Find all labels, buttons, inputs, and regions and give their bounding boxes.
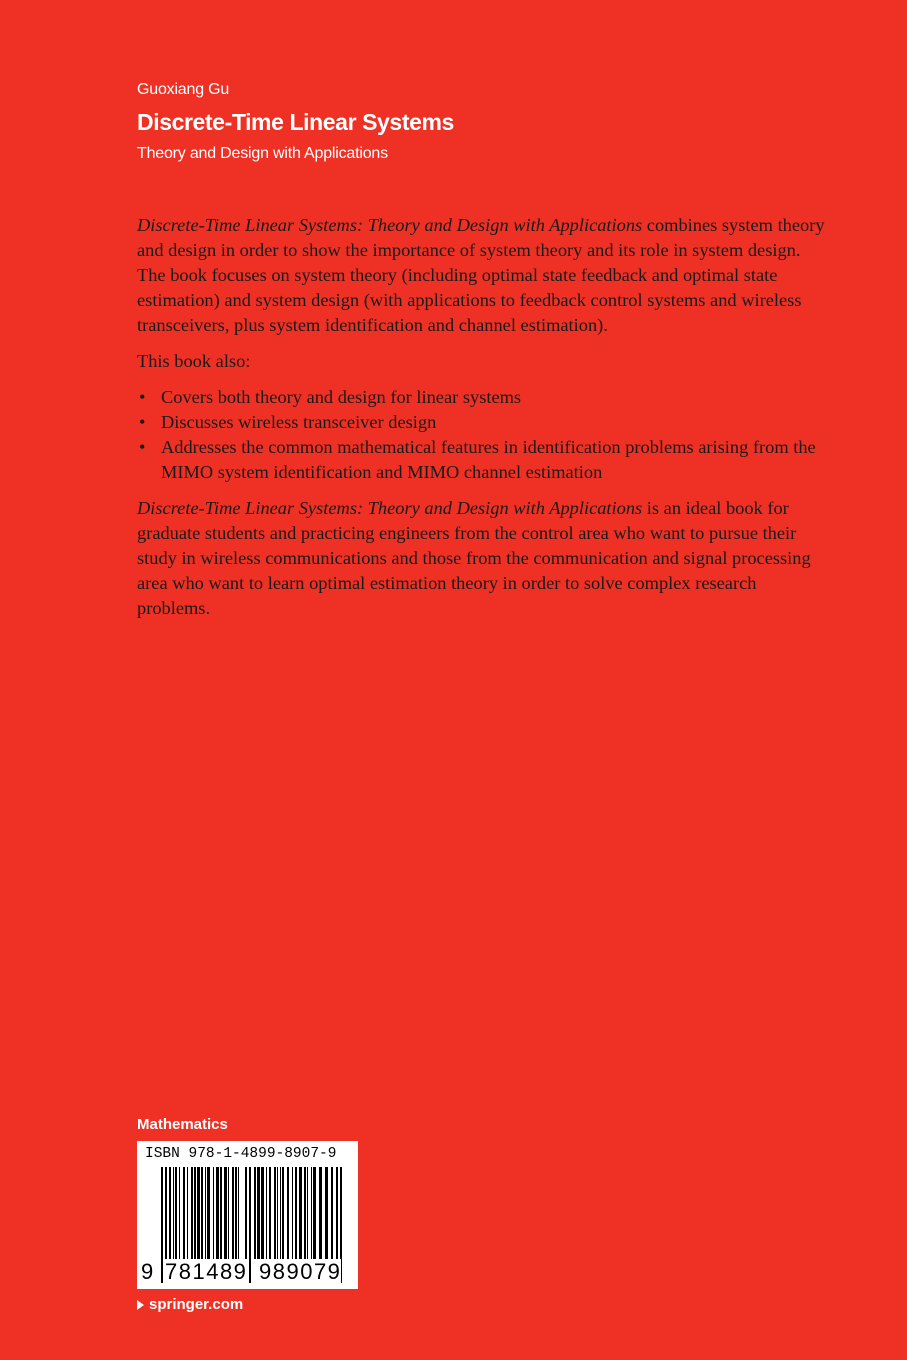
- book-description: [137, 213, 827, 632]
- subject-category: Mathematics: [137, 1116, 228, 1133]
- author-name: Guoxiang Gu: [137, 81, 230, 98]
- barcode-digit-group-1: 781489: [165, 1259, 248, 1284]
- publisher-website-label: springer.com: [149, 1296, 244, 1313]
- barcode-digit-group-2: 989079: [259, 1259, 342, 1284]
- description-text-1: combines system theory and design in order to show the importance of system theory and its role in system design. The book focuses on system theory (including optimal state feedback and optimal state estimation) and system design (with applications to feedback control systems and wireless transceivers, plus system identification and channel estimation).: [137, 215, 825, 335]
- isbn-number: ISBN 978-1-4899-8907-9: [145, 1146, 337, 1162]
- feature-list: [137, 385, 827, 485]
- description-paragraph-1: [137, 213, 827, 338]
- book-subtitle: Theory and Design with Applications: [137, 145, 388, 162]
- publisher-website[interactable]: [137, 1296, 243, 1313]
- description-title-ref-2: Discrete-Time Linear Systems: Theory and Design with Applications: [137, 498, 643, 518]
- description-text-2: is an ideal book for graduate students and practicing engineers from the control area who want to pursue their study in wireless communications and those from the communication and signal processing area who want to learn optimal estimation theory in order to solve complex research problems.: [137, 498, 811, 618]
- arrow-right-icon: [137, 1300, 144, 1310]
- description-paragraph-2: [137, 496, 827, 621]
- feature-text: Covers both theory and design for linear systems: [161, 387, 522, 407]
- bullet-icon: •: [139, 437, 146, 457]
- feature-list-item: [137, 435, 827, 485]
- feature-list-item: [137, 385, 827, 410]
- also-intro: This book also:: [137, 351, 251, 371]
- isbn-barcode: [137, 1141, 358, 1289]
- cover-header: [137, 80, 454, 164]
- feature-text: Discusses wireless transceiver design: [161, 412, 437, 432]
- description-title-ref-1: Discrete-Time Linear Systems: Theory and Design with Applications: [137, 215, 643, 235]
- feature-list-item: [137, 410, 827, 435]
- barcode-lead-digit: 9: [141, 1259, 154, 1284]
- bullet-icon: •: [139, 412, 146, 432]
- feature-text: Addresses the common mathematical features in identification problems arising from the MIMO system identification and MIMO channel estimation: [161, 437, 816, 482]
- bullet-icon: •: [139, 387, 146, 407]
- book-title: Discrete-Time Linear Systems: [137, 109, 454, 135]
